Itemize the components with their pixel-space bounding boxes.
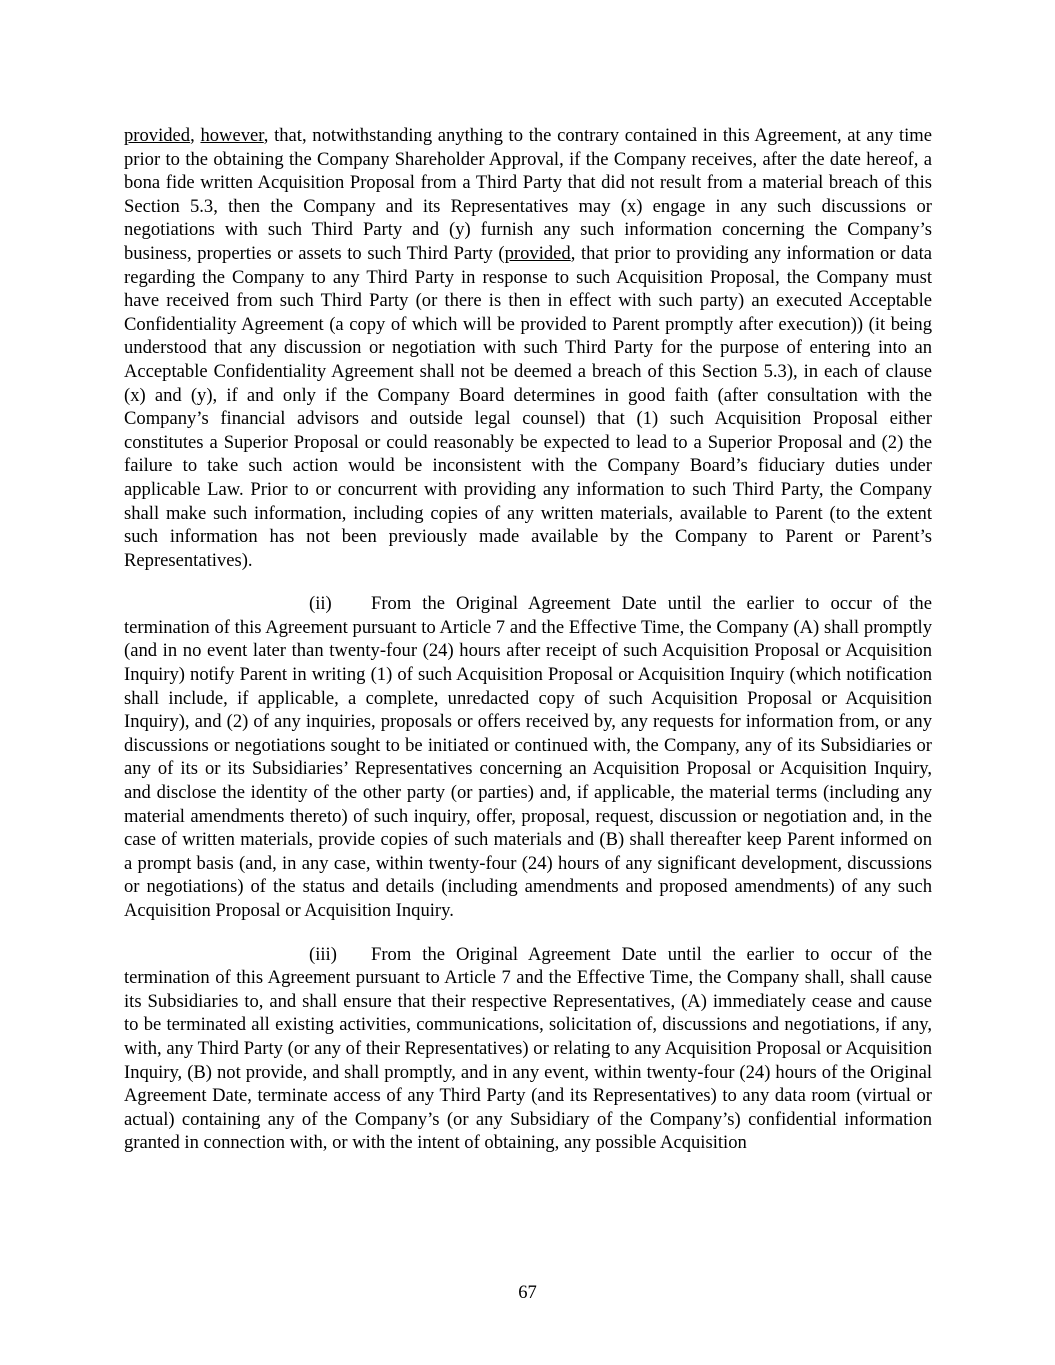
term-provided-inner: provided: [504, 242, 571, 264]
paragraph-text: From the Original Agreement Date until the earlier to occur of the termination of this Agreement pursuant to Article 7 and the Effective Time, the Company shall, shall cause its Subsidiaries to, and shall ensure that their respective Representatives, (A) immediately cease and cause to be terminated all existing activities, communications, solicitation of, discussions and negotiations, if any, with, any Third Party (or any of their Representatives) or relating to any Acquisition Proposal or Acquisition Inquiry, (B) not provide, and shall promptly, and in any event, within twenty-four (24) hours of the Original Agreement Date, terminate access of any Third Party (and its Representatives) to any data room (virtual or actual) containing any of the Company’s (or any Subsidiary of the Company’s) confidential information granted in connection with, or with the intent of obtaining, any possible Acquisition: [124, 943, 932, 1154]
document-body: [124, 124, 932, 1155]
paragraph-text: , that, notwithstanding anything to the contrary contained in this Agreement, at any time prior to the obtaining the Company Shareholder Approval, if the Company receives, after the date hereof, a bona fide written Acquisition Proposal from a Third Party that did not result from a material breach of this Section 5.3, then the Company and its Representatives may (x) engage in any such discussions or negotiations with such Third Party and (y) furnish any such information concerning the Company’s business, properties or assets to such Third Party (: [124, 125, 932, 264]
clause-number: (ii): [309, 593, 332, 615]
paragraph-iii: [124, 943, 932, 1155]
page-number: 67: [518, 1282, 537, 1303]
paragraph-text: , that prior to providing any information or data regarding the Company to any Third Party in response to such Acquisition Proposal, the Company must have received from such Third Party (or there is then in effect with such party) an executed Acceptable Confidentiality Agreement (a copy of which will be provided to Parent promptly after execution)) (it being understood that any discussion or negotiation with such Third Party for the purpose of entering into an Acceptable Confidentiality Agreement shall not be deemed a breach of this Section 5.3), in each of clause (x) and (y), if and only if the Company Board determines in good faith (after consultation with the Company’s financial advisors and outside legal counsel) that (1) such Acquisition Proposal either constitutes a Superior Proposal or could reasonably be expected to lead to a Superior Proposal and (2) the failure to take such action would be inconsistent with the Company Board’s fiduciary duties under applicable Law. Prior to or concurrent with providing any information to such Third Party, the Company shall make such information, including copies of any written materials, available to Parent (to the extent such information has not been previously made available by the Company to Parent or Parent’s Representatives).: [124, 242, 933, 571]
paragraph-ii: [124, 592, 932, 922]
term-however: however: [200, 125, 264, 146]
clause-number: (iii): [309, 943, 337, 965]
paragraph-proviso: [124, 124, 932, 572]
comma-text: ,: [190, 125, 201, 146]
term-provided: provided: [124, 125, 191, 146]
paragraph-text: From the Original Agreement Date until the earlier to occur of the termination of this Agreement pursuant to Article 7 and the Effective Time, the Company (A) shall promptly (and in no event later than twenty-four (24) hours after receipt of such Acquisition Proposal or Acquisition Inquiry) notify Parent in writing (1) of such Acquisition Proposal or Acquisition Inquiry (which notification shall include, if applicable, a complete, unredacted copy of such Acquisition Proposal or Acquisition Inquiry), and (2) of any inquiries, proposals or offers received by, any requests for information from, or any discussions or negotiations sought to be initiated or continued with, the Company, any of its Subsidiaries or any of its or its Subsidiaries’ Representatives concerning an Acquisition Proposal or Acquisition Inquiry, and disclose the identity of the other party (or parties) and, if applicable, the material terms (including any material amendments thereto) of such inquiry, offer, proposal, request, discussion or negotiation and, in the case of written materials, provide copies of such materials and (B) shall thereafter keep Parent informed on a prompt basis (and, in any case, within twenty-four (24) hours of any significant development, discussions or negotiations) of the status and details (including amendments and proposed amendments) of any such Acquisition Proposal or Acquisition Inquiry.: [124, 593, 932, 921]
